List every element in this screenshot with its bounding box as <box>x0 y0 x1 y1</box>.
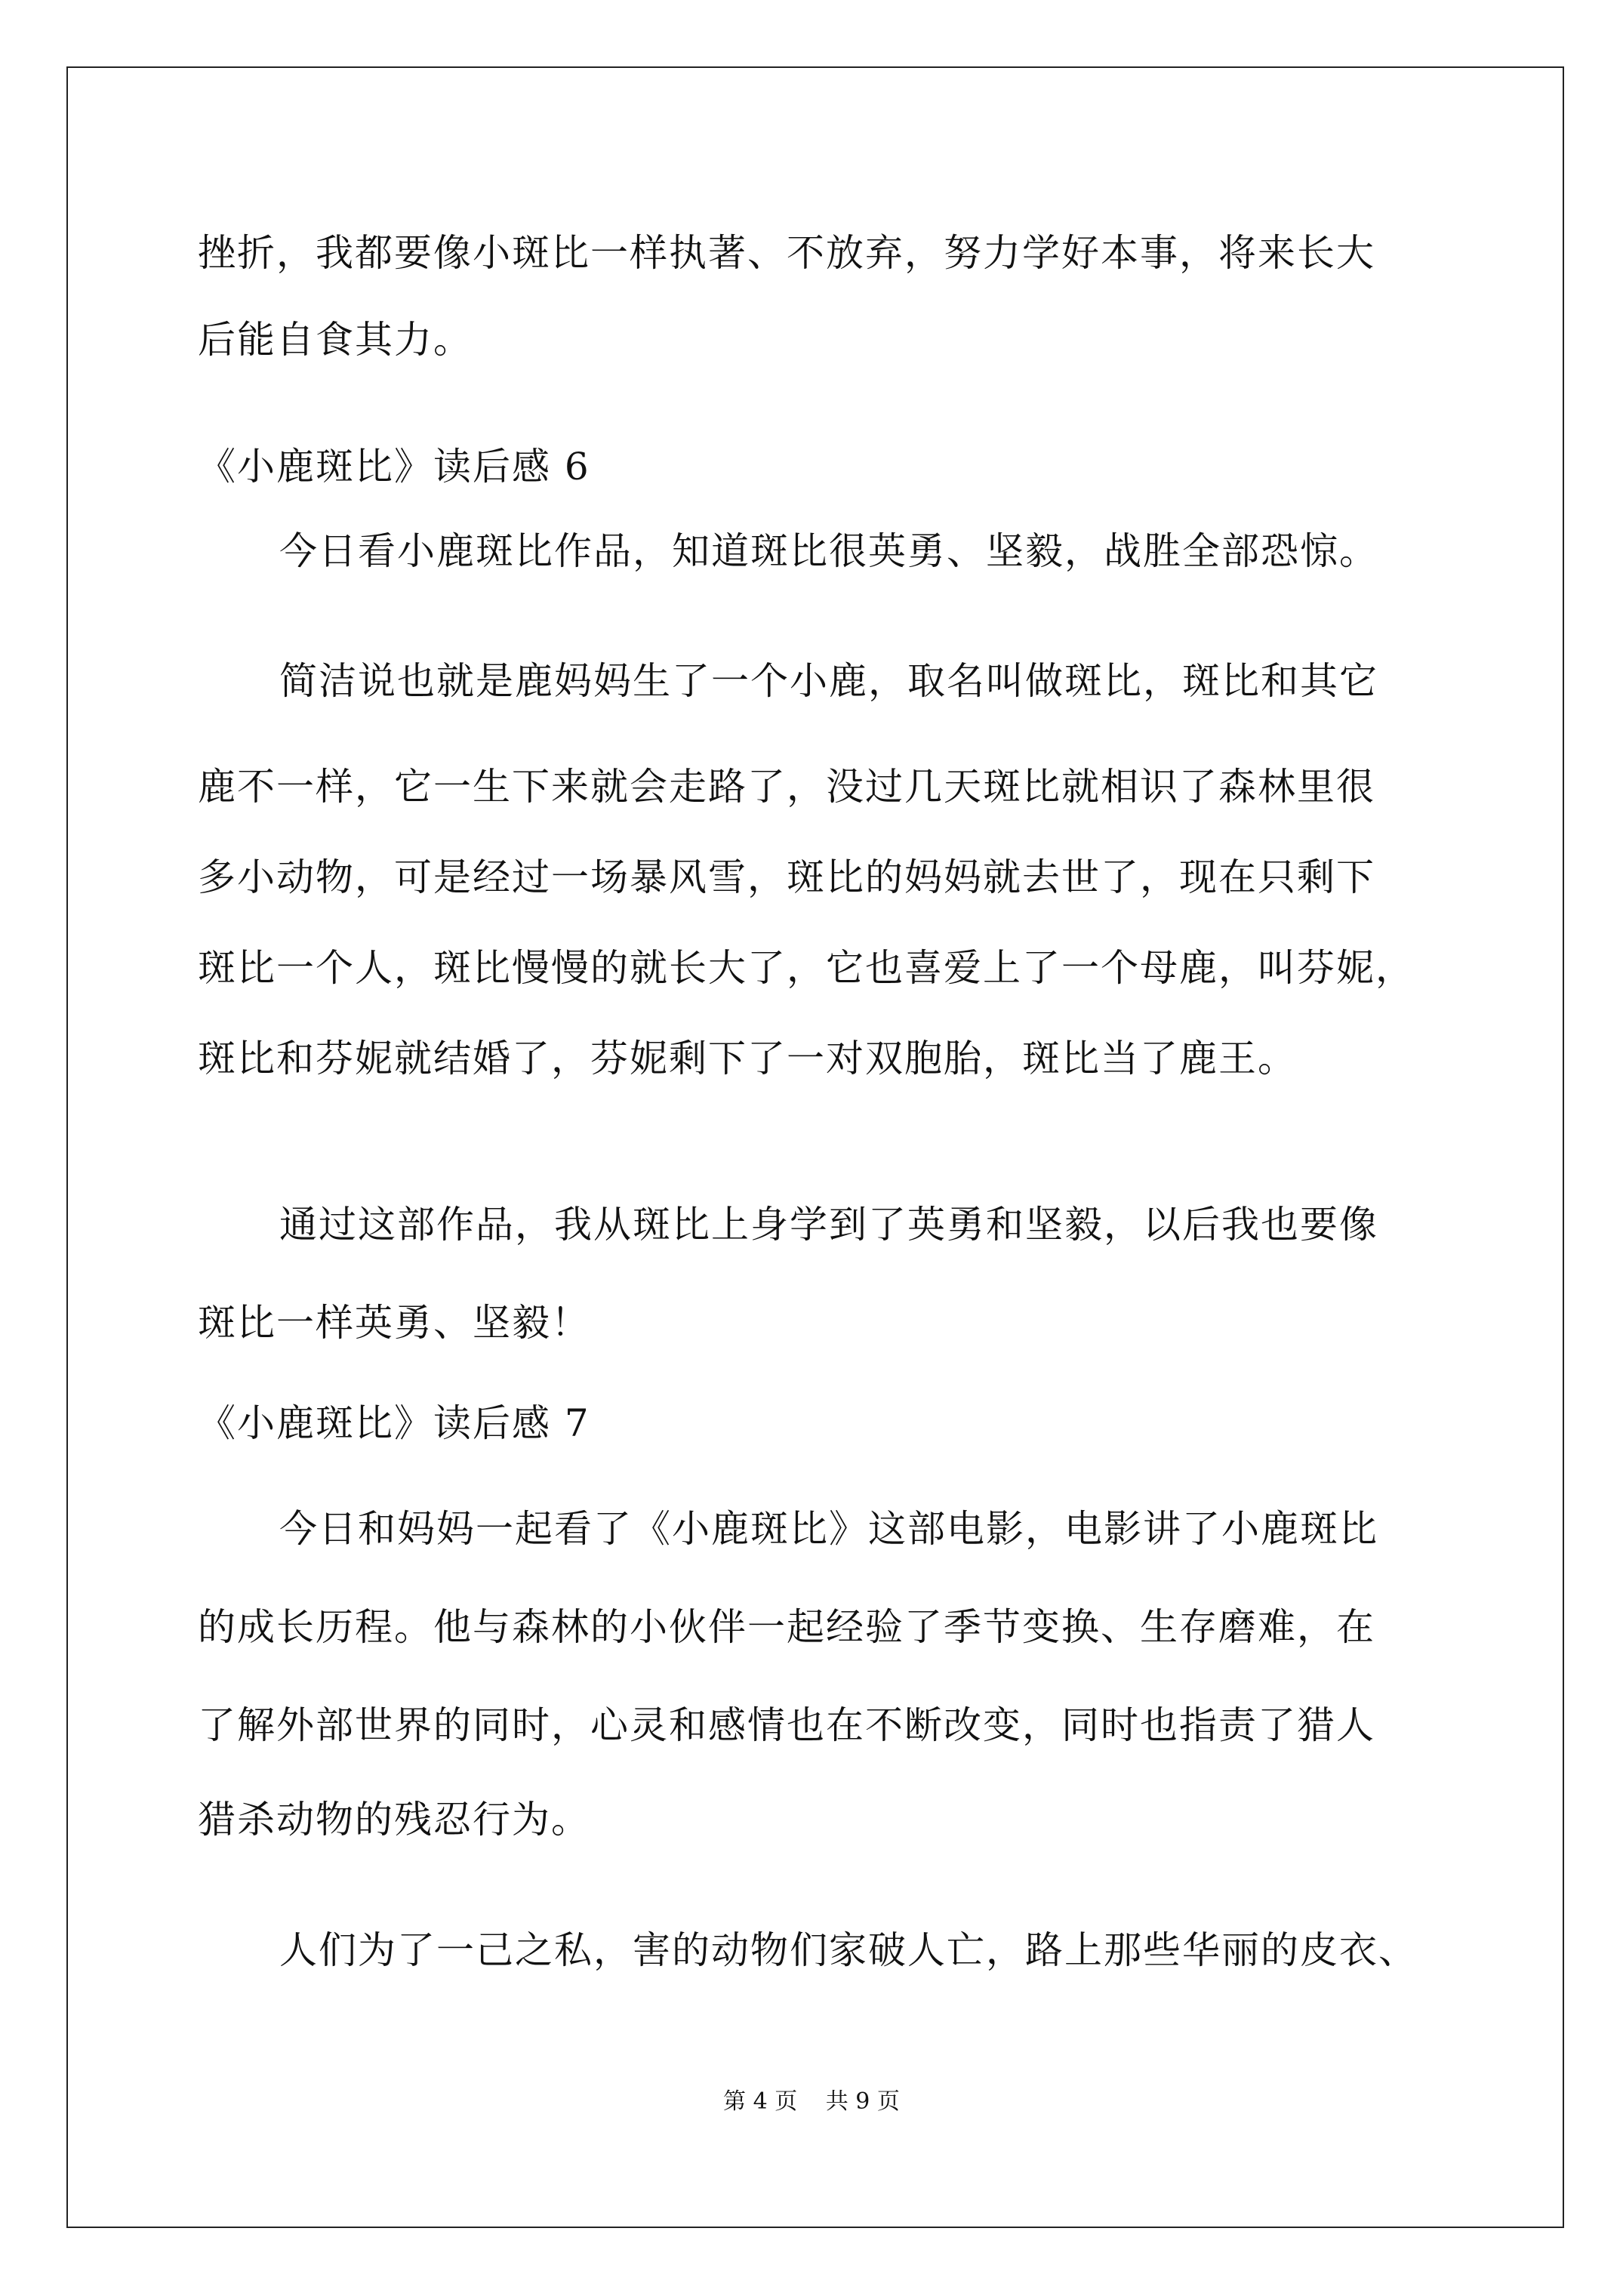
body-line: 今日看小鹿斑比作品，知道斑比很英勇、坚毅，战胜全部恐惊。 <box>279 529 1378 573</box>
body-line: 斑比一样英勇、坚毅！ <box>198 1301 590 1345</box>
body-line: 挫折，我都要像小斑比一样执著、不放弃，努力学好本事，将来长大 <box>198 231 1375 275</box>
page-total: 共 9 页 <box>825 2088 900 2115</box>
body-line: 的成长历程。他与森林的小伙伴一起经验了季节变换、生存磨难，在 <box>198 1605 1375 1649</box>
body-line: 多小动物，可是经过一场暴风雪，斑比的妈妈就去世了，现在只剩下 <box>198 855 1375 899</box>
body-line: 通过这部作品，我从斑比上身学到了英勇和坚毅，以后我也要像 <box>279 1203 1378 1247</box>
body-line: 了解外部世界的同时，心灵和感情也在不断改变，同时也指责了猎人 <box>198 1703 1375 1747</box>
body-line: 猎杀动物的残忍行为。 <box>198 1798 590 1841</box>
body-line: 斑比一个人，斑比慢慢的就长大了，它也喜爱上了一个母鹿，叫芬妮， <box>198 946 1415 990</box>
section-heading: 《小鹿斑比》读后感 7 <box>198 1401 590 1445</box>
section-heading: 《小鹿斑比》读后感 6 <box>198 445 590 488</box>
page-number: 第 4 页 <box>723 2088 798 2115</box>
body-line: 斑比和芬妮就结婚了，芬妮剩下了一对双胞胎，斑比当了鹿王。 <box>198 1037 1297 1080</box>
body-line: 简洁说也就是鹿妈妈生了一个小鹿，取名叫做斑比，斑比和其它 <box>279 659 1378 703</box>
page-border <box>66 66 1564 2228</box>
body-line: 后能自食其力。 <box>198 318 473 362</box>
body-line: 今日和妈妈一起看了《小鹿斑比》这部电影，电影讲了小鹿斑比 <box>279 1507 1378 1551</box>
page-footer <box>0 2087 1623 2117</box>
body-line: 鹿不一样，它一生下来就会走路了，没过几天斑比就相识了森林里很 <box>198 765 1375 809</box>
body-line: 人们为了一己之私，害的动物们家破人亡，路上那些华丽的皮衣、 <box>279 1928 1418 1972</box>
